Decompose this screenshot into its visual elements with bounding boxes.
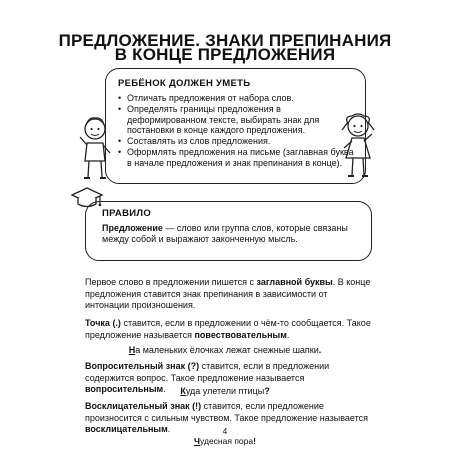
- rule-heading: ПРАВИЛО: [102, 208, 152, 219]
- dot-end: .: [286, 329, 290, 340]
- rule-term: Предложение: [102, 223, 163, 233]
- intro-text: Первое слово в предложении пишется с: [85, 277, 257, 287]
- example-sentence-2: [0, 386, 450, 397]
- question-term: Вопросительный знак (?): [85, 361, 200, 371]
- intro-text-end: . В конце предложения ставится знак препинания в зависимости от интонации произношения.: [85, 277, 371, 310]
- rule-text: [102, 223, 361, 245]
- example-mark: ?: [264, 386, 270, 396]
- exclaim-term: Восклицательный знак (!): [85, 401, 202, 411]
- exclaim-end: .: [167, 424, 171, 434]
- page-number: 4: [222, 427, 228, 436]
- exclaim-text: ставится, если предложение произносится с сильным чувством. Такое предложение называется: [85, 401, 369, 423]
- question-bold: вопросительным: [85, 384, 164, 394]
- example-mark: !: [253, 436, 256, 446]
- dot-term: Точка (.): [85, 318, 121, 328]
- question-end: .: [163, 384, 166, 394]
- example-first-letter: Ч: [194, 436, 201, 446]
- exclaim-bold: восклицательным: [85, 424, 168, 434]
- example-first-letter: Н: [128, 345, 136, 355]
- example-text: уда улетели птицы: [185, 386, 265, 396]
- rule-definition: — слово или группа слов, которые связаны между собой и выражают законченную мысль.: [102, 223, 348, 244]
- dot-bold: повествовательным: [194, 329, 287, 340]
- intro-bold: заглавной буквы: [256, 277, 333, 287]
- page-title-line1: ПРЕДЛОЖЕНИЕ. ЗНАКИ ПРЕПИНАНИЯ: [58, 31, 392, 50]
- dot-paragraph: [85, 318, 373, 341]
- skills-box: [105, 68, 366, 184]
- example-mark: .: [318, 345, 322, 355]
- intro-paragraph: [85, 277, 373, 312]
- list-item: • Составлять из слов предложения.: [118, 136, 355, 147]
- dot-text: ставится, если в предложении о чём-то сообщается. Такое предложение называется: [85, 318, 371, 340]
- rule-box: [85, 201, 372, 261]
- page-title-line2: В КОНЦЕ ПРЕДЛОЖЕНИЯ: [114, 45, 336, 64]
- example-sentence-1: [0, 345, 450, 356]
- example-text: удесная пора: [200, 436, 254, 446]
- example-first-letter: К: [180, 386, 186, 396]
- list-item: • Определять границы предложения в деформированном тексте, выбирать знак для постановки в конце каждого предложения.: [118, 104, 355, 136]
- skills-list: [118, 93, 355, 169]
- list-item: • Оформлять предложения на письме (заглавная буква в начале предложения и знак препинания в конце).: [118, 147, 355, 169]
- list-item: • Отличать предложения от набора слов.: [118, 93, 355, 104]
- example-text: а маленьких ёлочках лежат снежные шапки: [135, 345, 319, 355]
- example-sentence-3: [0, 437, 450, 446]
- question-text: ставится, если в предложении содержится вопрос. Такое предложение называется: [85, 361, 330, 383]
- skills-heading: РЕБЁНОК ДОЛЖЕН УМЕТЬ: [118, 78, 251, 89]
